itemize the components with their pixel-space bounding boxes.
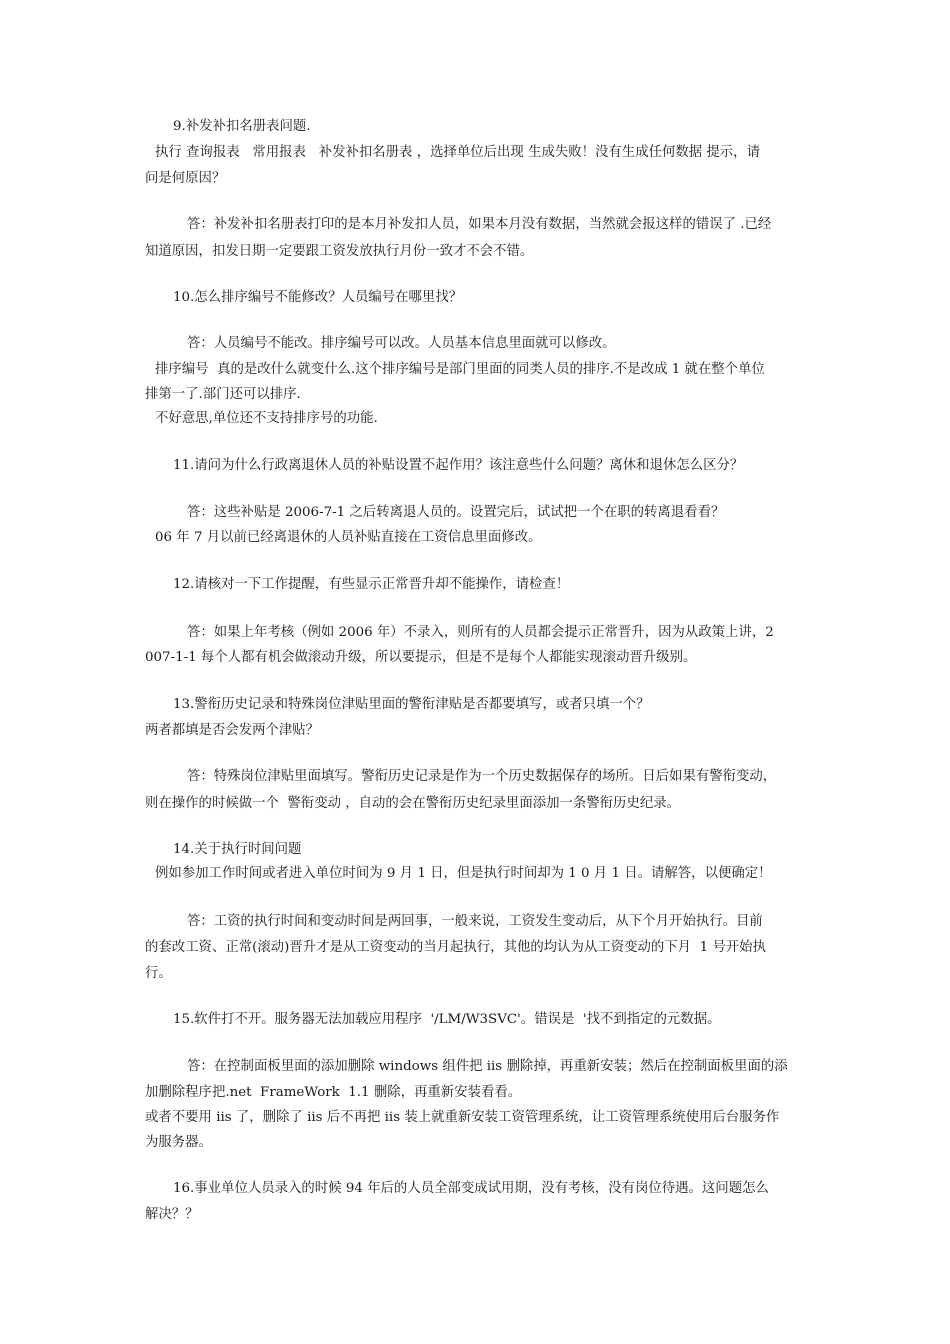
- question-13-text: 两者都填是否会发两个津贴？: [145, 723, 320, 738]
- answer-14-text: 答：工资的执行时间和变动时间是两回事，一般来说，工资发生变动后，从下个月开始执行。目前: [187, 914, 763, 929]
- answer-14-text: 行。: [145, 966, 172, 981]
- question-14-title: 14.关于执行时间问题: [173, 842, 302, 857]
- question-9-text: 执行 查询报表 常用报表 补发补扣名册表 ，选择单位后出现 生成失败！没有生成任何数据 提示，请: [155, 145, 760, 160]
- answer-9-text: 知道原因，扣发日期一定要跟工资发放执行月份一致才不会不错。: [145, 244, 534, 259]
- answer-13-text: 则在操作的时候做一个 警衔变动 ，自动的会在警衔历史纪录里面添加一条警衔历史纪录。: [145, 796, 681, 811]
- answer-10-text: 不好意思,单位还不支持排序号的功能.: [155, 411, 378, 426]
- question-16-text: 解决？？: [145, 1207, 199, 1222]
- question-10-title: 10.怎么排序编号不能修改？人员编号在哪里找？: [173, 290, 463, 305]
- answer-9-text: 答：补发补扣名册表打印的是本月补发扣人员，如果本月没有数据，当然就会报这样的错误了 .已经: [187, 217, 772, 232]
- answer-10-text: 排序编号 真的是改什么就变什么.这个排序编号是部门里面的同类人员的排序.不是改成 1 就在整个单位: [155, 362, 765, 377]
- question-13-title: 13.警衔历史记录和特殊岗位津贴里面的警衔津贴是否都要填写，或者只填一个？: [173, 697, 650, 712]
- question-16-title: 16.事业单位人员录入的时候 94 年后的人员全部变成试用期，没有考核，没有岗位待遇。这问题怎么: [173, 1181, 769, 1196]
- answer-12-text: 答：如果上年考核（例如 2006 年）不录入，则所有的人员都会提示正常晋升，因为从政策上讲，2: [187, 625, 774, 640]
- question-12-title: 12.请核对一下工作提醒，有些显示正常晋升却不能操作，请检查！: [173, 577, 570, 592]
- answer-11-text: 答：这些补贴是 2006-7-1 之后转离退人员的。设置完后，试试把一个在职的转离退看看？: [187, 505, 725, 520]
- answer-11-text: 06 年 7 月以前已经离退休的人员补贴直接在工资信息里面修改。: [155, 530, 542, 545]
- answer-14-text: 的套改工资、正常(滚动)晋升才是从工资变动的当月起执行，其他的均认为从工资变动的下月 1 号开始执: [145, 940, 766, 955]
- answer-15-text: 为服务器。: [145, 1135, 212, 1150]
- answer-15-text: 加删除程序把.net FrameWork 1.1 删除，再重新安装看看。: [145, 1085, 522, 1100]
- question-14-text: 例如参加工作时间或者进入单位时间为 9 月 1 日，但是执行时间却为 1 0 月 1 日。请解答，以便确定！: [155, 866, 772, 881]
- answer-13-text: 答：特殊岗位津贴里面填写。警衔历史记录是作为一个历史数据保存的场所。日后如果有警衔变动，: [187, 769, 777, 784]
- question-9-text: 问是何原因？: [145, 171, 226, 186]
- answer-10-text: 排第一了.部门还可以排序.: [145, 387, 301, 402]
- question-9-title: 9.补发补扣名册表问题.: [173, 119, 311, 134]
- answer-15-text: 答：在控制面板里面的添加删除 windows 组件把 iis 删除掉，再重新安装；然后在控制面板里面的添: [187, 1059, 788, 1074]
- question-11-title: 11.请问为什么行政离退休人员的补贴设置不起作用？该注意些什么问题？离休和退休怎么区分？: [173, 458, 744, 473]
- answer-10-text: 答：人员编号不能改。排序编号可以改。人员基本信息里面就可以修改。: [187, 336, 616, 351]
- answer-15-text: 或者不要用 iis 了，删除了 iis 后不再把 iis 装上就重新安装工资管理系统，让工资管理系统使用后台服务作: [145, 1110, 780, 1125]
- question-15-title: 15.软件打不开。服务器无法加载应用程序 '/LM/W3SVC'。错误是 '找不到指定的元数据。: [173, 1012, 721, 1027]
- answer-12-text: 007-1-1 每个人都有机会做滚动升级，所以要提示，但是不是每个人都能实现滚动晋升级别。: [145, 650, 697, 665]
